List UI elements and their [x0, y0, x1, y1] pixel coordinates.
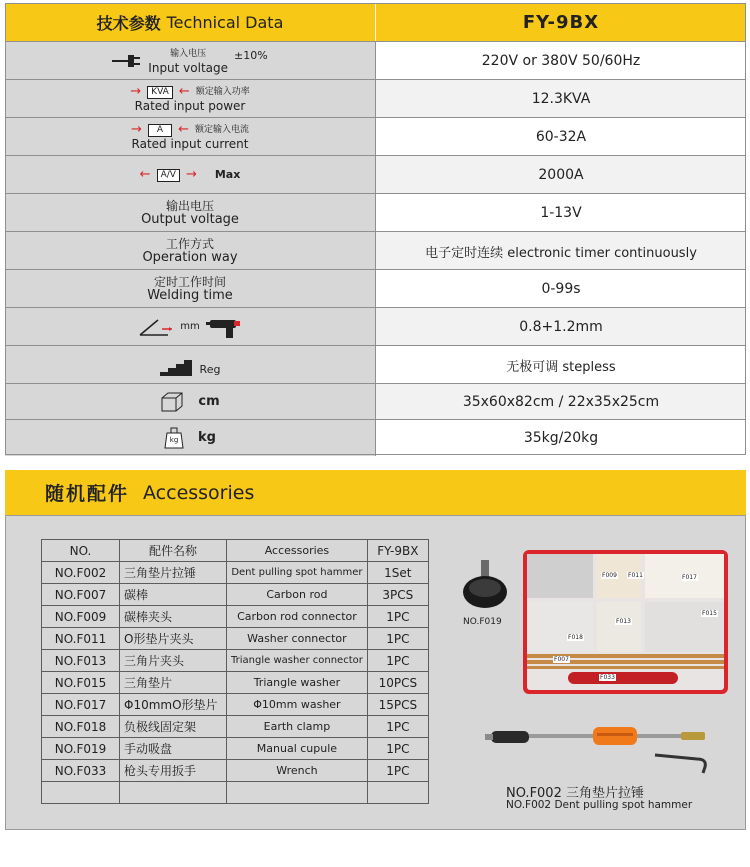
- spec-header-cn: 技术参数: [96, 13, 161, 33]
- table-row: [42, 738, 429, 760]
- steps-icon: [160, 354, 194, 376]
- part-no: [42, 782, 120, 804]
- label-cn: 输入电压: [170, 49, 207, 59]
- spec-row-welding-time: [5, 269, 746, 308]
- part-name-cn: 三角垫片: [120, 672, 227, 694]
- table-row: [42, 650, 429, 672]
- weld-gun-icon: [206, 316, 242, 338]
- accessories-title-cn: 随机配件: [45, 483, 130, 505]
- spec-row-rated-current: [5, 117, 746, 156]
- column-header: FY-9BX: [367, 540, 428, 562]
- part-name-cn: 碳棒: [120, 584, 227, 606]
- value: 电子定时连续 electronic timer continuously: [376, 232, 746, 270]
- table-row: [42, 782, 429, 804]
- value: 无极可调 stepless: [376, 346, 746, 384]
- part-no: NO.F015: [42, 672, 120, 694]
- tray-label: F007: [554, 656, 569, 663]
- part-name-en: Carbon rod: [227, 584, 368, 606]
- label-cn: 工作方式: [165, 237, 214, 251]
- arrow-right-icon: →: [130, 84, 142, 99]
- spec-row-max: [5, 155, 746, 194]
- part-name-cn: 枪头专用扳手: [120, 760, 227, 782]
- part-name-en: Manual cupule: [227, 738, 368, 760]
- tray-label: F009: [602, 572, 617, 579]
- tray-label: F033: [600, 674, 615, 681]
- suction-cup-label: NO.F019: [463, 617, 502, 627]
- column-header: 配件名称: [120, 540, 227, 562]
- label-cn: 额定输入功率: [195, 87, 250, 97]
- table-header-row: [42, 540, 429, 562]
- part-no: NO.F011: [42, 628, 120, 650]
- part-qty: 15PCS: [367, 694, 428, 716]
- label-cn: 定时工作时间: [153, 275, 226, 289]
- hammer-caption-line2: NO.F002 Dent pulling spot hammer: [506, 799, 693, 811]
- part-qty: 3PCS: [367, 584, 428, 606]
- arrow-left-icon: ←: [178, 84, 190, 99]
- part-name-cn: Φ10mmO形垫片: [120, 694, 227, 716]
- spec-header-en: Technical Data: [166, 12, 284, 32]
- label-en: Input voltage: [148, 61, 229, 75]
- value: 220V or 380V 50/60Hz: [376, 42, 746, 80]
- value: 0.8+1.2mm: [376, 308, 746, 346]
- ampere-box: A: [148, 124, 172, 137]
- label-cn: 输出电压: [165, 199, 214, 213]
- arrow-left-icon: ←: [178, 122, 189, 137]
- column-header: Accessories: [227, 540, 368, 562]
- voltage-tolerance: ±10%: [234, 49, 268, 62]
- spec-row-rated-power: [5, 79, 746, 118]
- part-qty: 10PCS: [367, 672, 428, 694]
- label-en: Welding time: [147, 288, 233, 303]
- accessories-header: [5, 470, 746, 515]
- box-icon: [160, 391, 184, 413]
- arrow-left-icon: ←: [139, 167, 151, 182]
- av-box: A/V: [157, 169, 180, 182]
- part-no: NO.F002: [42, 562, 120, 584]
- spec-row-weight: [5, 419, 746, 456]
- spec-header-left: [5, 3, 376, 41]
- part-qty: 1PC: [367, 650, 428, 672]
- part-name-en: Earth clamp: [227, 716, 368, 738]
- table-row: [42, 562, 429, 584]
- value: 0-99s: [376, 270, 746, 308]
- tray-label: F017: [682, 574, 697, 581]
- spec-row-operation-way: [5, 231, 746, 270]
- suction-cup-image: [460, 560, 510, 610]
- unit-label: Reg: [199, 363, 221, 376]
- tray-label: F015: [702, 610, 717, 617]
- part-name-en: Triangle washer: [227, 672, 368, 694]
- weight-icon-label: kg: [169, 436, 179, 444]
- spec-model: FY-9BX: [376, 3, 746, 41]
- part-qty: 1PC: [367, 738, 428, 760]
- accessories-photo: [455, 545, 740, 825]
- part-no: NO.F018: [42, 716, 120, 738]
- table-row: [42, 672, 429, 694]
- part-name-cn: 碳棒夹头: [120, 606, 227, 628]
- part-name-cn: [120, 782, 227, 804]
- unit-label: cm: [198, 394, 220, 409]
- table-row: [42, 694, 429, 716]
- slide-hammer-image: [485, 715, 715, 775]
- tray-label: F013: [616, 618, 631, 625]
- arrow-right-icon: →: [185, 167, 197, 182]
- column-header: NO.: [42, 540, 120, 562]
- arrow-right-icon: →: [131, 122, 142, 137]
- part-name-en: Carbon rod connector: [227, 606, 368, 628]
- part-no: NO.F017: [42, 694, 120, 716]
- table-row: [42, 584, 429, 606]
- part-qty: 1PC: [367, 716, 428, 738]
- part-qty: 1PC: [367, 606, 428, 628]
- part-no: NO.F009: [42, 606, 120, 628]
- part-name-cn: 负极线固定架: [120, 716, 227, 738]
- part-name-en: Φ10mm washer: [227, 694, 368, 716]
- part-name-en: Wrench: [227, 760, 368, 782]
- weight-icon: [164, 427, 184, 449]
- table-row: [42, 628, 429, 650]
- part-qty: [367, 782, 428, 804]
- spec-row-regulation: [5, 345, 746, 384]
- table-row: [42, 760, 429, 782]
- tray-label: F011: [628, 572, 643, 579]
- label-en: Max: [214, 168, 241, 181]
- part-no: NO.F007: [42, 584, 120, 606]
- part-qty: 1Set: [367, 562, 428, 584]
- accessory-tray-image: [523, 550, 728, 694]
- unit-label: mm: [180, 321, 200, 332]
- label-en: Rated input power: [134, 99, 246, 113]
- tray-label: F018: [568, 634, 583, 641]
- spec-row-output-voltage: [5, 193, 746, 232]
- plug-icon: [112, 54, 142, 68]
- part-name-en: Triangle washer connector: [227, 650, 368, 672]
- accessories-title-en: Accessories: [143, 481, 255, 504]
- part-no: NO.F019: [42, 738, 120, 760]
- value: 35kg/20kg: [376, 420, 746, 456]
- label-en: Output voltage: [141, 212, 239, 227]
- part-name-cn: 手动吸盘: [120, 738, 227, 760]
- table-row: [42, 606, 429, 628]
- part-name-en: Dent pulling spot hammer: [227, 562, 368, 584]
- value: 35x60x82cm / 22x35x25cm: [376, 384, 746, 420]
- spec-row-thickness: [5, 307, 746, 346]
- value: 60-32A: [376, 118, 746, 156]
- spec-header: [5, 3, 746, 41]
- accessories-table: [41, 539, 429, 804]
- table-row: [42, 716, 429, 738]
- part-qty: 1PC: [367, 628, 428, 650]
- part-no: NO.F013: [42, 650, 120, 672]
- unit-label: kg: [198, 430, 216, 445]
- value: 2000A: [376, 156, 746, 194]
- label-cn: 额定输入电流: [194, 125, 249, 135]
- part-name-en: [227, 782, 368, 804]
- kva-box: KVA: [147, 86, 173, 99]
- value: 12.3KVA: [376, 80, 746, 118]
- value: 1-13V: [376, 194, 746, 232]
- spec-row-input-voltage: [5, 41, 746, 80]
- part-name-cn: 三角垫片拉锤: [120, 562, 227, 584]
- angle-measure-icon: [138, 317, 174, 337]
- part-name-cn: O形垫片夹头: [120, 628, 227, 650]
- label-en: Rated input current: [131, 137, 249, 151]
- part-qty: 1PC: [367, 760, 428, 782]
- part-no: NO.F033: [42, 760, 120, 782]
- hammer-caption-line1: NO.F002 三角垫片拉锤: [506, 786, 644, 801]
- spec-row-dimensions: [5, 383, 746, 420]
- part-name-cn: 三角片夹头: [120, 650, 227, 672]
- part-name-en: Washer connector: [227, 628, 368, 650]
- label-en: Operation way: [142, 250, 238, 265]
